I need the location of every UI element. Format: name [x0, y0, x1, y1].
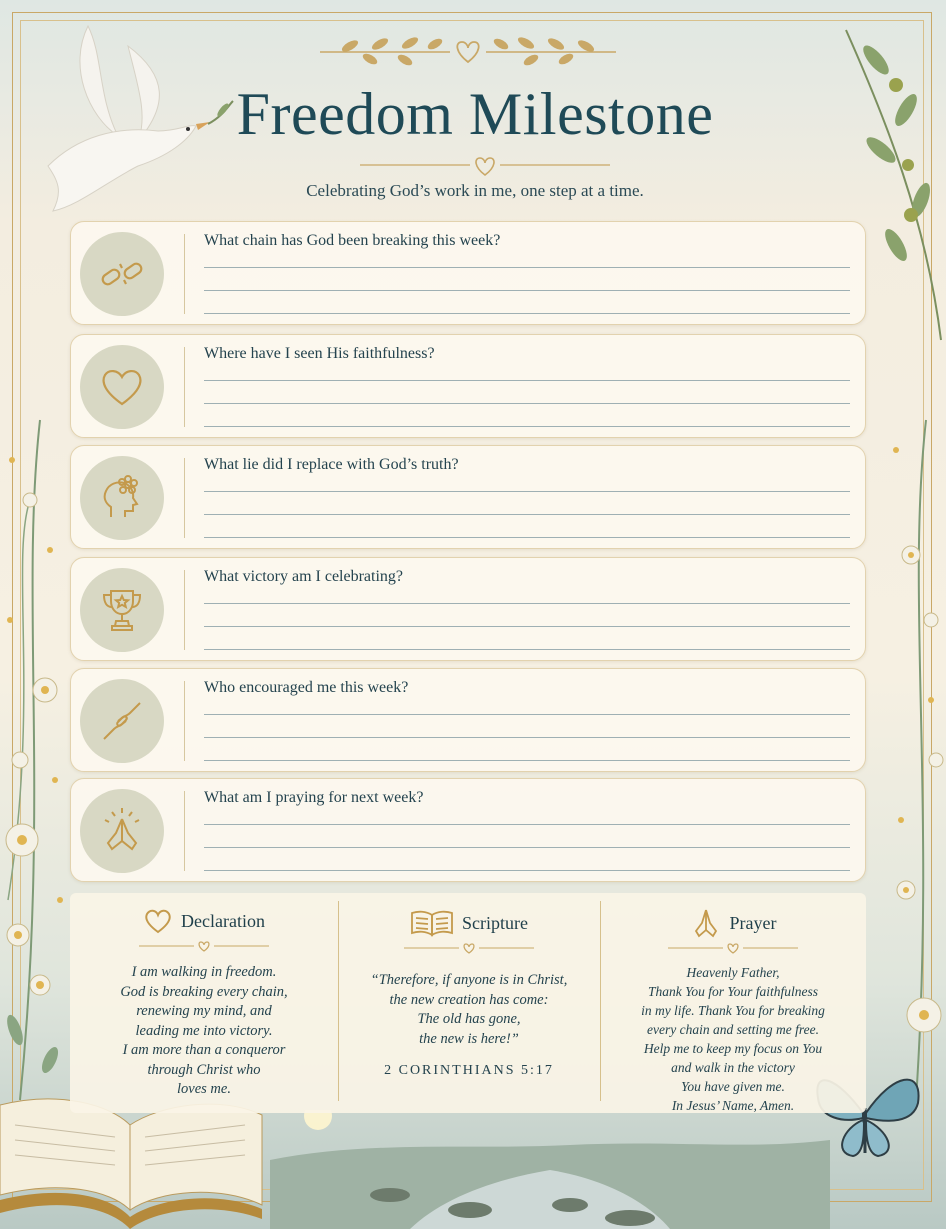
page-subtitle: Celebrating God’s work in me, one step at a time. [306, 181, 644, 200]
heart-icon [143, 907, 173, 935]
scripture-line: the new is here!” [419, 1030, 519, 1047]
prompt-card-victory [70, 557, 866, 661]
page-title: Freedom Milestone [236, 81, 714, 147]
declaration-line: I am walking in freedom. [131, 964, 277, 980]
writing-line[interactable] [204, 426, 850, 427]
declaration-line: loves me. [177, 1081, 231, 1097]
open-book-icon [410, 909, 454, 937]
praying-hands-icon [80, 789, 164, 873]
prompt-divider [184, 458, 185, 538]
prompt-divider [184, 681, 185, 761]
scripture-line: The old has gone, [417, 1011, 521, 1027]
writing-line[interactable] [204, 649, 850, 650]
prayer-line: You have given me. [681, 1079, 785, 1094]
writing-line[interactable] [204, 514, 850, 515]
prayer-line: Help me to keep my focus on You [643, 1041, 823, 1056]
writing-line[interactable] [204, 491, 850, 492]
declaration-title: Declaration [181, 910, 265, 931]
declaration-line: I am more than a conqueror [122, 1042, 286, 1058]
reflection-cards [70, 893, 866, 1113]
writing-line[interactable] [204, 380, 850, 381]
prompt-question: What chain has God been breaking this week? [204, 232, 501, 249]
declaration-card [70, 893, 338, 1103]
prayer-line: in my life. Thank You for breaking [641, 1003, 825, 1018]
prompt-card-faithfulness [70, 334, 866, 438]
laurel-heart-ornament [310, 32, 626, 72]
broken-chain-icon [80, 232, 164, 316]
prayer-card [600, 893, 866, 1113]
prayer-text [600, 963, 866, 1115]
writing-line[interactable] [204, 290, 850, 291]
scripture-reference: 2 CORINTHIANS 5:17 [384, 1063, 554, 1078]
prompt-divider [184, 791, 185, 871]
prayer-line: In Jesus’ Name, Amen. [671, 1098, 795, 1113]
trophy-icon [80, 568, 164, 652]
prayer-line: and walk in the victory [671, 1060, 795, 1075]
card-divider-heart [668, 941, 798, 955]
scripture-line: the new creation has come: [389, 991, 549, 1008]
card-divider-heart [139, 939, 269, 953]
prayer-line: Thank You for Your faithfulness [647, 984, 819, 999]
prompt-card-truth [70, 445, 866, 549]
prayer-title: Prayer [729, 912, 777, 933]
writing-line[interactable] [204, 626, 850, 627]
mind-flower-icon [80, 456, 164, 540]
heart-icon [80, 345, 164, 429]
writing-line[interactable] [204, 603, 850, 604]
prompt-card-encouragement [70, 668, 866, 772]
helping-hands-icon [80, 679, 164, 763]
writing-line[interactable] [204, 313, 850, 314]
prompt-divider [184, 234, 185, 314]
landscape-illustration [270, 1110, 830, 1229]
declaration-line: God is breaking every chain, [120, 983, 288, 1000]
praying-hands-icon [690, 907, 722, 939]
prayer-line: every chain and setting me free. [647, 1022, 819, 1037]
scripture-card [338, 893, 600, 1103]
prompt-card-chain [70, 221, 866, 325]
prompt-card-prayer [70, 778, 866, 882]
writing-line[interactable] [204, 267, 850, 268]
scripture-text [338, 971, 600, 1049]
declaration-line: renewing my mind, and [136, 1003, 272, 1019]
writing-line[interactable] [204, 870, 850, 871]
writing-line[interactable] [204, 824, 850, 825]
declaration-line: leading me into victory. [135, 1022, 273, 1039]
prompt-question: What victory am I celebrating? [204, 568, 404, 585]
scripture-title: Scripture [462, 912, 528, 933]
writing-line[interactable] [204, 847, 850, 848]
prompt-question: Who encouraged me this week? [204, 679, 409, 696]
prompt-question: Where have I seen His faithfulness? [204, 345, 435, 362]
title-divider-heart [360, 153, 610, 179]
writing-line[interactable] [204, 714, 850, 715]
declaration-text [70, 963, 338, 1100]
writing-line[interactable] [204, 737, 850, 738]
prompt-question: What am I praying for next week? [204, 789, 424, 806]
scripture-line: “Therefore, if anyone is in Christ, [370, 972, 568, 988]
writing-line[interactable] [204, 760, 850, 761]
declaration-line: through Christ who [147, 1061, 261, 1078]
writing-line[interactable] [204, 537, 850, 538]
writing-line[interactable] [204, 403, 850, 404]
prayer-line: Heavenly Father, [686, 965, 780, 980]
card-divider-heart [404, 941, 534, 955]
prompt-question: What lie did I replace with God’s truth? [204, 456, 459, 473]
prompt-divider [184, 570, 185, 650]
prompt-divider [184, 347, 185, 427]
